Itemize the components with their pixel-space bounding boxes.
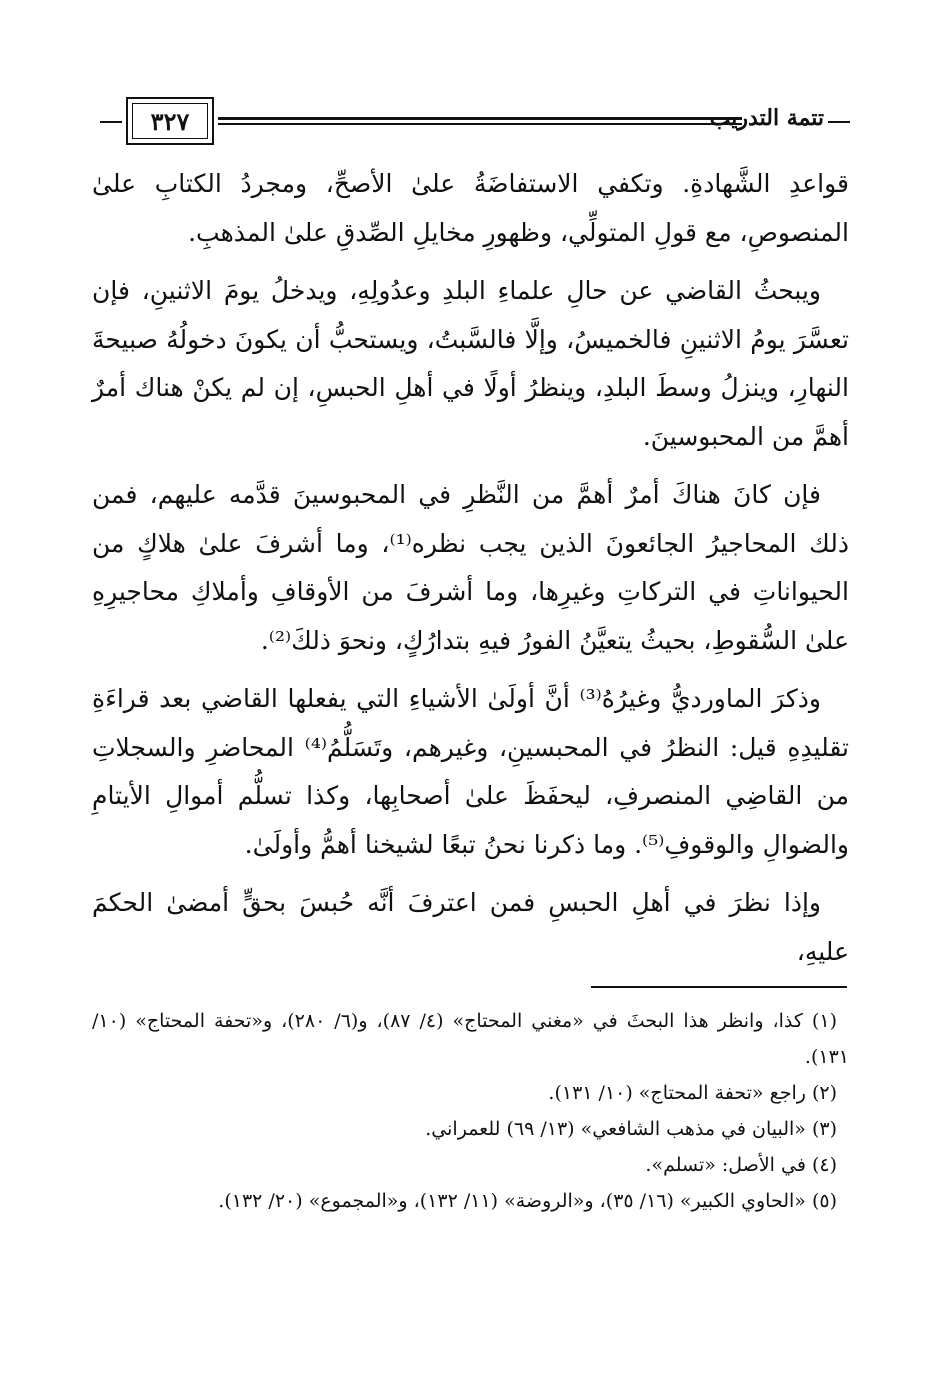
page-header bbox=[100, 95, 850, 149]
header-rule bbox=[218, 117, 742, 125]
footnote-separator bbox=[591, 986, 847, 988]
footnote-4: (٤) في الأصل: «تسلم». bbox=[645, 1154, 837, 1176]
paragraph-4: وذكرَ الماورديُّ وغيرُهُ⁽³⁾ أنَّ أولَىٰ الأشياءِ التي يفعلها القاضي بعد قراءَةِ تقليدِهِ قيل: النظرُ في المحبسينِ، وغيرهم، وتَسَلُّمُ⁽⁴⁾ المحاضرِ والسجلاتِ من القاضِي المنصرفِ، ليحفَظَ علىٰ أصحابِها، وكذا تسلُّم أموالِ الأيتامِ والضوالِ والوقوفِ⁽⁵⁾. وما ذكرنا نحنُ تبعًا لشيخنا أهمُّ وأولَىٰ. bbox=[92, 684, 849, 859]
footnote-5: (٥) «الحاوي الكبير» (١٦/ ٣٥)، و«الروضة» (١١/ ١٣٢)، و«المجموع» (٢٠/ ١٣٢). bbox=[218, 1190, 837, 1212]
main-text bbox=[92, 160, 849, 986]
header-rule-left bbox=[100, 121, 122, 127]
footnote-3: (٣) «البيان في مذهب الشافعي» (١٣/ ٦٩) للعمراني. bbox=[425, 1118, 837, 1140]
paragraph-2: ويبحثُ القاضي عن حالِ علماءِ البلدِ وعدُولِهِ، ويدخلُ يومَ الاثنينِ، فإن تعسَّرَ يومُ الاثنينِ فالخميسُ، وإلَّا فالسَّبتُ، ويستحبُّ أن يكونَ دخولُهُ صبيحةَ النهارِ، وينزلُ وسطَ البلدِ، وينظرُ أولًا في أهلِ الحبسِ، إن لم يكنْ هناك أمرٌ أهمَّ من المحبوسينَ. bbox=[92, 276, 849, 451]
footnote-1: (١) كذا، وانظر هذا البحثَ في «مغني المحتاج» (٤/ ٨٧)، و(٦/ ٢٨٠)، و«تحفة المحتاج» (١٠/ ١٣١). bbox=[92, 1010, 849, 1068]
header-rule-right bbox=[828, 121, 850, 127]
running-title: تتمة التدريب bbox=[709, 105, 824, 131]
paragraph-1: قواعدِ الشَّهادةِ. وتكفي الاستفاضَةُ علىٰ الأصحِّ، ومجردُ الكتابِ علىٰ المنصوصِ، مع قولِ المتولِّي، وظهورِ مخايلِ الصِّدقِ علىٰ المذهبِ. bbox=[92, 169, 849, 247]
footnote-2: (٢) راجع «تحفة المحتاج» (١٠/ ١٣١). bbox=[548, 1082, 837, 1104]
footnotes bbox=[92, 1003, 849, 1219]
paragraph-5: وإذا نظرَ في أهلِ الحبسِ فمن اعترفَ أنَّه حُبسَ بحقٍّ أمضىٰ الحكمَ عليهِ، bbox=[92, 888, 849, 966]
page-number-frame bbox=[126, 97, 214, 145]
paragraph-3: فإن كانَ هناكَ أمرٌ أهمَّ من النَّظرِ في المحبوسينَ قدَّمه عليهم، فمن ذلك المحاجيرُ الجائعونَ الذين يجب نظره⁽¹⁾، وما أشرفَ علىٰ هلاكٍ من الحيواناتِ في التركاتِ وغيرِها، وما أشرفَ من الأوقافِ وأملاكِ محاجيرِهِ علىٰ السُّقوطِ، بحيثُ يتعيَّنُ الفورُ فيهِ بتدارُكٍ، ونحوَ ذلكَ⁽²⁾. bbox=[92, 480, 849, 655]
page-number: ٣٢٧ bbox=[132, 103, 208, 139]
